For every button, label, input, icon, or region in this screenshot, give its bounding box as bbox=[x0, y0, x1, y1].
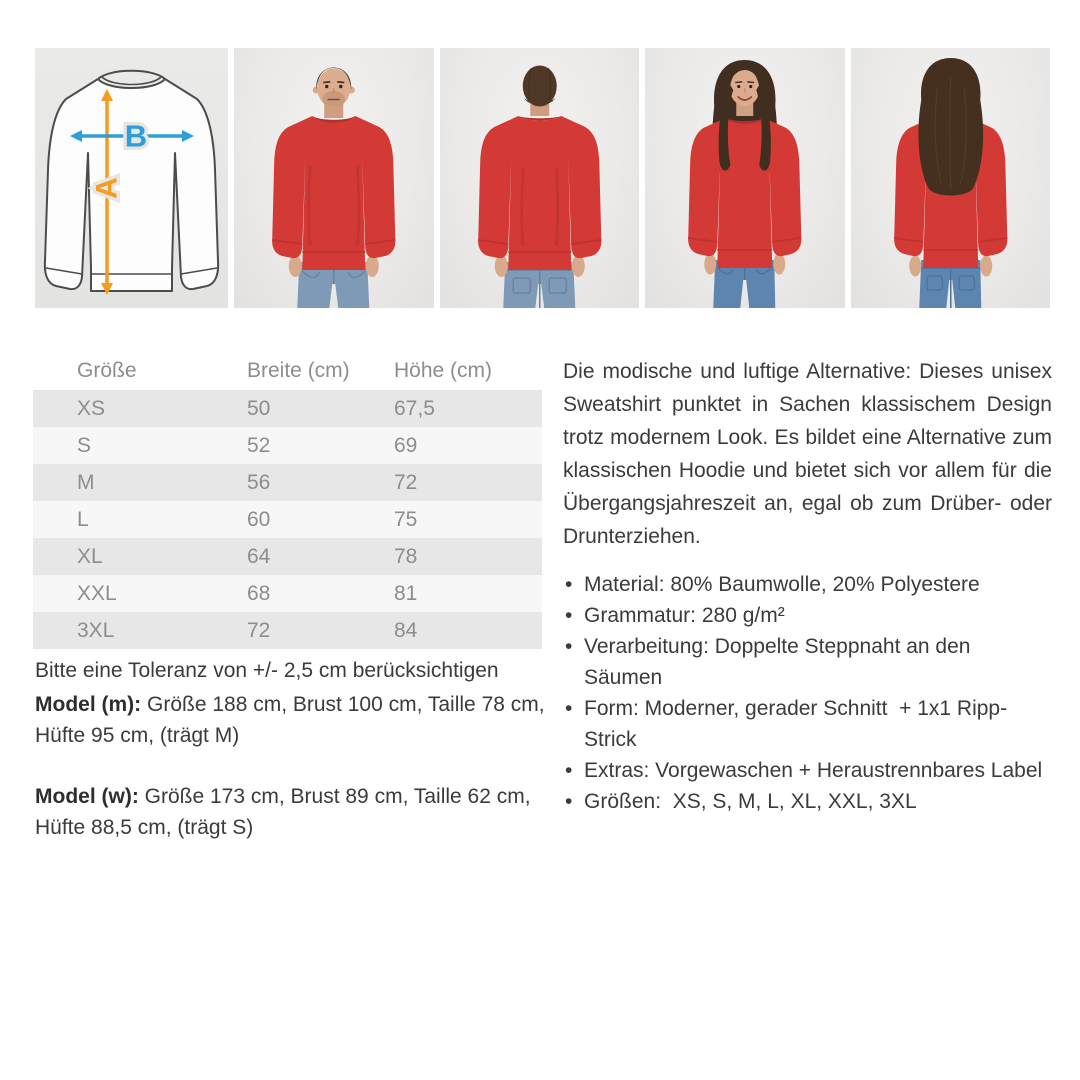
man-back-illustration bbox=[440, 48, 640, 308]
size-cell: 75 bbox=[394, 507, 418, 531]
hair-back-view bbox=[918, 58, 983, 196]
size-cell: 78 bbox=[394, 544, 418, 568]
model-m-text: Größe 188 cm, Brust 100 cm, Taille 78 cm, Hüfte 95 cm, (trägt M) bbox=[35, 693, 545, 747]
woman-front-illustration bbox=[645, 48, 845, 308]
bullet-item bbox=[563, 569, 1052, 600]
size-cell: 68 bbox=[247, 581, 271, 605]
left-hand bbox=[704, 254, 716, 275]
right-hand bbox=[773, 254, 785, 275]
head bbox=[522, 66, 556, 107]
bullet-text: Extras: Vorgewaschen + Heraustrennbares Label bbox=[584, 759, 1043, 782]
bullet-text: Material: 80% Baumwolle, 20% Polyestere bbox=[584, 573, 980, 596]
product-photo-man-back bbox=[440, 48, 640, 308]
size-cell: 69 bbox=[394, 433, 418, 457]
size-diagram bbox=[35, 48, 228, 308]
bullet-item bbox=[563, 631, 1052, 693]
model-m-label: Model (m): bbox=[35, 693, 142, 716]
size-diagram-graphic bbox=[35, 48, 228, 308]
tolerance-note: Bitte eine Toleranz von +/- 2,5 cm berücksichtigen bbox=[35, 659, 499, 682]
description-intro: Die modische und luftige Alternative: Dieses unisex Sweatshirt punktet in Sachen klassischem Design trotz modernem Look. Es bildet eine Alternative zum klassischen Hoodie und bietet sich vor allem für die Übergangsjahreszeit an, egal ob zum Drüber- oder Drunterziehen. bbox=[563, 360, 1052, 548]
size-cell: M bbox=[77, 470, 95, 494]
right-hand bbox=[980, 256, 992, 277]
size-row bbox=[33, 575, 542, 612]
product-photo-woman-front bbox=[645, 48, 845, 308]
description-bullets bbox=[563, 569, 1052, 817]
size-cell: 52 bbox=[247, 433, 271, 457]
size-cell: 64 bbox=[247, 544, 271, 568]
size-cell: 67,5 bbox=[394, 396, 435, 420]
bullet-text: Größen: XS, S, M, L, XL, XXL, 3XL bbox=[584, 790, 917, 813]
size-col-header: Höhe (cm) bbox=[394, 359, 493, 382]
size-cell: 56 bbox=[247, 470, 271, 494]
model-m-note bbox=[35, 689, 547, 751]
size-cell: 84 bbox=[394, 618, 418, 642]
man-front-illustration bbox=[234, 48, 434, 308]
height-arrow-label: A bbox=[90, 177, 124, 199]
right-hand bbox=[366, 255, 379, 277]
woman-back-illustration bbox=[851, 48, 1051, 308]
size-cell: 81 bbox=[394, 581, 418, 605]
bullet-item bbox=[563, 786, 1052, 817]
bullet-item bbox=[563, 755, 1052, 786]
product-photo-woman-back bbox=[851, 48, 1051, 308]
head bbox=[313, 68, 355, 108]
size-cell: XL bbox=[77, 544, 103, 568]
size-cell: S bbox=[77, 433, 92, 457]
left-hand bbox=[289, 255, 302, 277]
model-w-label: Model (w): bbox=[35, 785, 139, 808]
left-hand bbox=[909, 256, 921, 277]
red-sweatshirt bbox=[478, 116, 601, 270]
size-table-header-row bbox=[33, 352, 542, 390]
size-row bbox=[33, 612, 542, 649]
red-sweatshirt bbox=[688, 118, 801, 268]
bullet-item bbox=[563, 600, 1052, 631]
size-col-header: Größe bbox=[77, 359, 137, 382]
size-row bbox=[33, 501, 542, 538]
bullet-item bbox=[563, 693, 1052, 755]
size-row bbox=[33, 464, 542, 501]
size-cell: 72 bbox=[247, 618, 271, 642]
bullet-text: Verarbeitung: Doppelte Steppnaht an den Säumen bbox=[584, 635, 977, 689]
product-media-strip bbox=[35, 48, 1050, 308]
right-hand bbox=[571, 255, 584, 277]
model-w-note bbox=[35, 781, 547, 843]
size-cell: 72 bbox=[394, 470, 418, 494]
red-sweatshirt bbox=[272, 116, 395, 270]
size-row bbox=[33, 427, 542, 464]
size-col-header: Breite (cm) bbox=[247, 359, 350, 382]
size-cell: 60 bbox=[247, 507, 271, 531]
size-row bbox=[33, 538, 542, 575]
size-cell: L bbox=[77, 507, 89, 531]
model-w-text: Größe 173 cm, Brust 89 cm, Taille 62 cm, Hüfte 88,5 cm, (trägt S) bbox=[35, 785, 531, 839]
size-row bbox=[33, 390, 542, 427]
size-cell: XXL bbox=[77, 581, 117, 605]
bullet-text: Grammatur: 280 g/m² bbox=[584, 604, 785, 627]
width-arrow-label: B bbox=[124, 118, 148, 154]
sweatshirt-outline bbox=[45, 79, 218, 291]
size-cell: XS bbox=[77, 396, 106, 420]
product-description bbox=[563, 355, 1052, 817]
size-table-body bbox=[33, 390, 542, 649]
size-cell: 3XL bbox=[77, 618, 115, 642]
size-table bbox=[33, 352, 542, 649]
bullet-text: Form: Moderner, gerader Schnitt + 1x1 Ripp-Strick bbox=[584, 697, 1008, 751]
head bbox=[730, 70, 760, 106]
product-photo-man-front bbox=[234, 48, 434, 308]
left-hand bbox=[494, 255, 507, 277]
size-cell: 50 bbox=[247, 396, 271, 420]
